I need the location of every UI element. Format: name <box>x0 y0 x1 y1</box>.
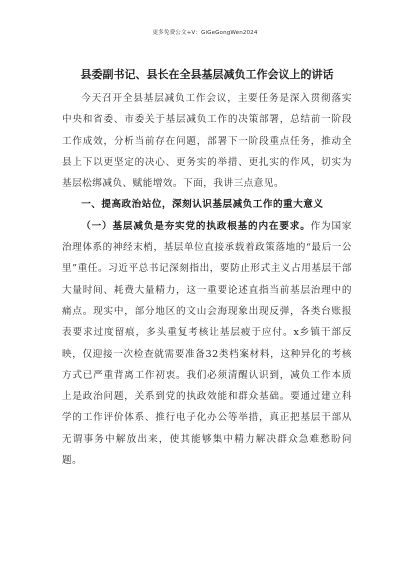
subsection-1-paragraph <box>62 216 352 472</box>
watermark-text: 更多免费公文+V：GiGeGongWen2024 <box>152 30 258 36</box>
document-body <box>62 88 352 471</box>
subsection-1-body: 作为国家治理体系的神经末梢，基层单位直接承载着政策落地的“最后一公里”重任。习近平总书记深刻指出，要防止形式主义占用基层干部大量时间、耗费大量精力，这一重要论述直指当前基层治理中的痛点。现实中，部分地区的文山会海现象出现反弹，各类台账报表要求过度留痕，多头重复考核让基层疲于应付。x乡镇干部反映，仅迎接一次检查就需要准备32类档案材料，这种异化的考核方式已严重背离工作初衷。我们必须清醒认识到，减负工作本质上是政治问题，关系到党的执政效能和群众基础。要通过建立科学的工作评价体系、推行电子化办公等举措，真正把基层干部从无谓事务中解放出来，使其能够集中精力解决群众急难愁盼问题。 <box>62 220 353 467</box>
intro-paragraph: 今天召开全县基层减负工作会议，主要任务是深入贯彻落实中央和省委、市委关于基层减负工作的决策部署，总结前一阶段工作成效，分析当前存在问题，部署下一阶段重点任务，推动全县上下以更坚定的决心、更务实的举措、更扎实的作风，切实为基层松绑减负、赋能增效。下面，我讲三点意见。 <box>62 93 352 190</box>
document-title: 县委副书记、县长在全县基层减负工作会议上的讲话 <box>80 68 334 81</box>
subsection-1-heading: （一）基层减负是夯实党的执政根基的内在要求。 <box>81 220 311 232</box>
section-1-heading: 一、提高政治站位，深刻认识基层减负工作的重大意义 <box>81 199 324 211</box>
